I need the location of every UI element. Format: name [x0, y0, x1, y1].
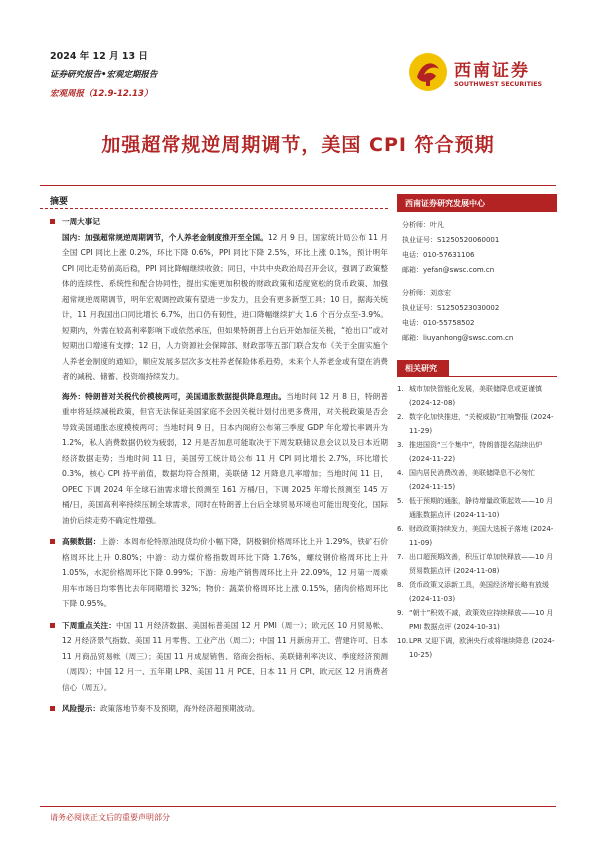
related-research-text: 货币政策又添新工具，美国经济增长略有放缓 (2024-11-03): [409, 581, 549, 603]
related-research-text: 数字化加快推进，“关税威胁”扛响警报 (2024-11-29): [409, 413, 554, 435]
analyst2-email[interactable]: 邮箱：liuyanhong@swsc.com.cn: [402, 334, 514, 342]
report-type: 证券研究报告•宏观定期报告: [50, 70, 158, 80]
related-research-item[interactable]: [397, 551, 555, 578]
next-week-lead: 下周重点关注：: [62, 620, 116, 630]
next-week-block: [50, 618, 388, 696]
domestic-lead: 国内：加强超常规逆周期调节，个人养老金制度推开至全国。: [62, 232, 268, 242]
bullet-square-icon: [50, 623, 55, 628]
analyst1-name: 分析师：叶凡: [402, 221, 444, 229]
related-research-list: [397, 377, 557, 662]
analyst1-license: 执业证号：S1250520060001: [402, 236, 500, 244]
related-research-title: 相关研究: [397, 360, 449, 376]
overseas-text: 当地时间 12 月 8 日，特朗普重申将延续减税政策，但官无法保证美国家庭不会因关税计划付出更多费用，对关税政策是否会导致美国通胀态度模棱两可；当地时间 9 日，日本内阁府公布第三季度 GDP 年化增长率调升为 1.2%，私人消费数据仍较为疲弱，12 月是否加息可能取决于下周发联储议息会议以及日本近期经济数据走势；当地时间 11 日，美国劳工统计局公布 11 月 CPI 同比增长 2.7%，环比增长 0.3%，核心 CPI 持平前值，数据均符合预期，美联储 12 月降息几率增加；当地时间 11 日，OPEC 下调 2024 年全球石油需求增长预测至 161 万桶/日，下调 2025 年增长预测至 145 万桶/日，美国高利率持续压制全球需求，同时在特朗普上台后全球贸易环境也可能出现变化，国际油价后续走势不确定性增强。: [62, 391, 389, 525]
related-research-number: 5.: [397, 497, 404, 505]
related-research-item[interactable]: [397, 439, 555, 466]
logo-cn-text: 西南证券: [454, 61, 530, 81]
bullet-square-icon: [50, 219, 55, 224]
related-research-number: 1.: [397, 385, 404, 393]
overseas-paragraph: [62, 389, 388, 529]
related-research-number: 6.: [397, 525, 404, 533]
related-research-number: 2.: [397, 413, 404, 421]
related-research-text: “朝十”积效不减，政策效应持续释放——10 月 PMI 数据点评 (2024-10-31): [409, 609, 554, 631]
high-frequency-lead: 高频数据：: [62, 537, 101, 546]
related-research-item[interactable]: [397, 579, 555, 606]
analyst2-license: 执业证号：S1250523030002: [402, 304, 500, 312]
related-research-number: 10.: [397, 637, 409, 645]
abstract-body: [50, 214, 388, 723]
analyst2-name: 分析师：刘彦宏: [402, 289, 451, 297]
related-research-text: 低于预期的通胀，静待增量政策起效——10 月通胀数据点评 (2024-11-10): [409, 497, 554, 519]
footer-disclaimer[interactable]: 请务必阅读正文后的重要声明部分: [50, 813, 170, 822]
logo-mark-icon: [408, 52, 448, 92]
related-research-item[interactable]: [397, 383, 555, 410]
report-date: 2024 年 12 月 13 日: [50, 51, 148, 62]
related-research-item[interactable]: [397, 411, 555, 438]
report-name: 宏观周报（12.9-12.13）: [50, 89, 153, 99]
research-center-title: 西南证券研究发展中心: [397, 194, 557, 212]
analyst2-phone: 电话：010-55758502: [402, 319, 475, 327]
sidebar: [397, 194, 557, 663]
risk-lead: 风险提示：: [62, 704, 100, 713]
related-research-text: 财政政策持续发力，美国大选板子落地 (2024-11-09): [409, 525, 554, 547]
domestic-text: 12 月 9 日，国家统计局公布 11 月全国 CPI 同比上涨 0.2%，环比下降 0.6%，PPI 同比下降 2.5%，环比上涨 0.1%，预计明年 CPI 同比走势前高后稳，PPI 同比降幅继续收敛；同日，中共中央政治局召开会议，强调了政策整体的连续性、系统性和配合协同性，提出实施更加积极的财政政策和适度宽松的货币政策、加强超常规逆周期调节，明年宏观调控政策有望进一步发力，且会有更多新型工具；10 日，据海关统计，11 月我国出口同比增长 6.7%，出口仍有韧性，进口降幅继续扩大 1.6 个百分点至-3.9%。短期内，外需在较高利率影响下或依然承压，但如果特朗普上台后开始加征关税，“抢出口”或对短期出口增速有支撑；12 日，人力资源社会保障部、财政部等五部门联合发布《关于全面实施个人养老金制度的通知》，顺应发展多层次多支柱养老保险体系趋势，未来个人养老金或有望在消费者的减税、储蓄、投资端持续发力。: [62, 232, 388, 381]
report-title: 加强超常规逆周期调节，美国 CPI 符合预期: [101, 134, 495, 156]
next-week-text: 中国 11 月经济数据、美国标普美国 12 月 PMI（周一）；欧元区 10 月贸易帐、12 月经济景气指数、美国 11 月零售、工业产出（周二）；中国 11 月新房开工、营建许可、日本 11 月商品贸易帐（周三）；美国 11 月成屋销售、谘商会指标、美联储利率决议、季度经济预测（周四）；中国 12 月一、五年期 LPR、美国 11 月 PCE、日本 11 月 CPI、欧元区 12 月消费者信心（周五）。: [62, 620, 389, 692]
related-research-number: 3.: [397, 441, 404, 449]
overseas-lead: 海外：特朗普对关税代价模棱两可，美国通胀数据提供降息理由。: [62, 391, 287, 401]
logo-en-text: SOUTHWEST SECURITIES: [454, 81, 543, 88]
related-research-item[interactable]: [397, 635, 555, 662]
bullet-square-icon: [50, 706, 55, 711]
related-research-text: 出口超预期改善，积压订单加快释放——10 月贸易数据点评 (2024-11-08): [409, 553, 554, 575]
header-divider: [40, 185, 556, 186]
related-research-text: 推进国资“三个集中”，特朗普提名陆续出炉 (2024-11-22): [409, 441, 543, 463]
related-research-number: 9.: [397, 609, 404, 617]
related-research-number: 4.: [397, 469, 404, 477]
related-research-text: LPR 又迎下调，欧洲央行或将继续降息 (2024-10-25): [409, 637, 555, 659]
footer-divider: [40, 806, 556, 807]
domestic-paragraph: [62, 230, 388, 385]
related-research-item[interactable]: [397, 467, 555, 494]
analyst1-email[interactable]: 邮箱：yefan@swsc.com.cn: [402, 266, 495, 274]
weekly-events-block: [50, 214, 388, 528]
related-research-item[interactable]: [397, 495, 555, 522]
abstract-divider: [40, 208, 388, 209]
high-frequency-block: [50, 534, 388, 612]
related-research-number: 8.: [397, 581, 404, 589]
bullet-square-icon: [50, 539, 55, 544]
high-frequency-text: 上游：本周布伦特原油现货均价小幅下降，阴极铜价格周环比上升 1.29%，铁矿石价格周环比上升 0.80%；中游：动力煤价格指数周环比下降 1.76%，螺纹钢价格周环比上升 1.05%，水泥价格周环比下降 0.99%；下游：房地产销售周环比上升 22.09%，12 月第一周乘用车市场日均零售比去年同期增长 32%；物价：蔬菜价格周环比上涨 0.15%，猪肉价格周环比下降 0.95%。: [62, 537, 388, 608]
related-research-number: 7.: [397, 553, 404, 561]
risk-block: [50, 701, 388, 717]
related-research-item[interactable]: [397, 523, 555, 550]
related-research-text: 国内居民消费改善，美联储降息不必匆忙 (2024-11-15): [409, 469, 535, 491]
risk-text: 政策落地节奏不及预期，海外经济超预期波动。: [99, 704, 260, 713]
related-research-text: 城市加快智能化发展，美联储降息或更谨慎 (2024-12-08): [409, 385, 542, 407]
weekly-events-heading: 一周大事记: [62, 217, 100, 226]
related-research-item[interactable]: [397, 607, 555, 634]
abstract-label: 摘要: [50, 197, 69, 207]
analyst1-phone: 电话：010-57631106: [402, 251, 475, 259]
company-logo: [408, 52, 558, 96]
analyst-info: [397, 212, 557, 346]
